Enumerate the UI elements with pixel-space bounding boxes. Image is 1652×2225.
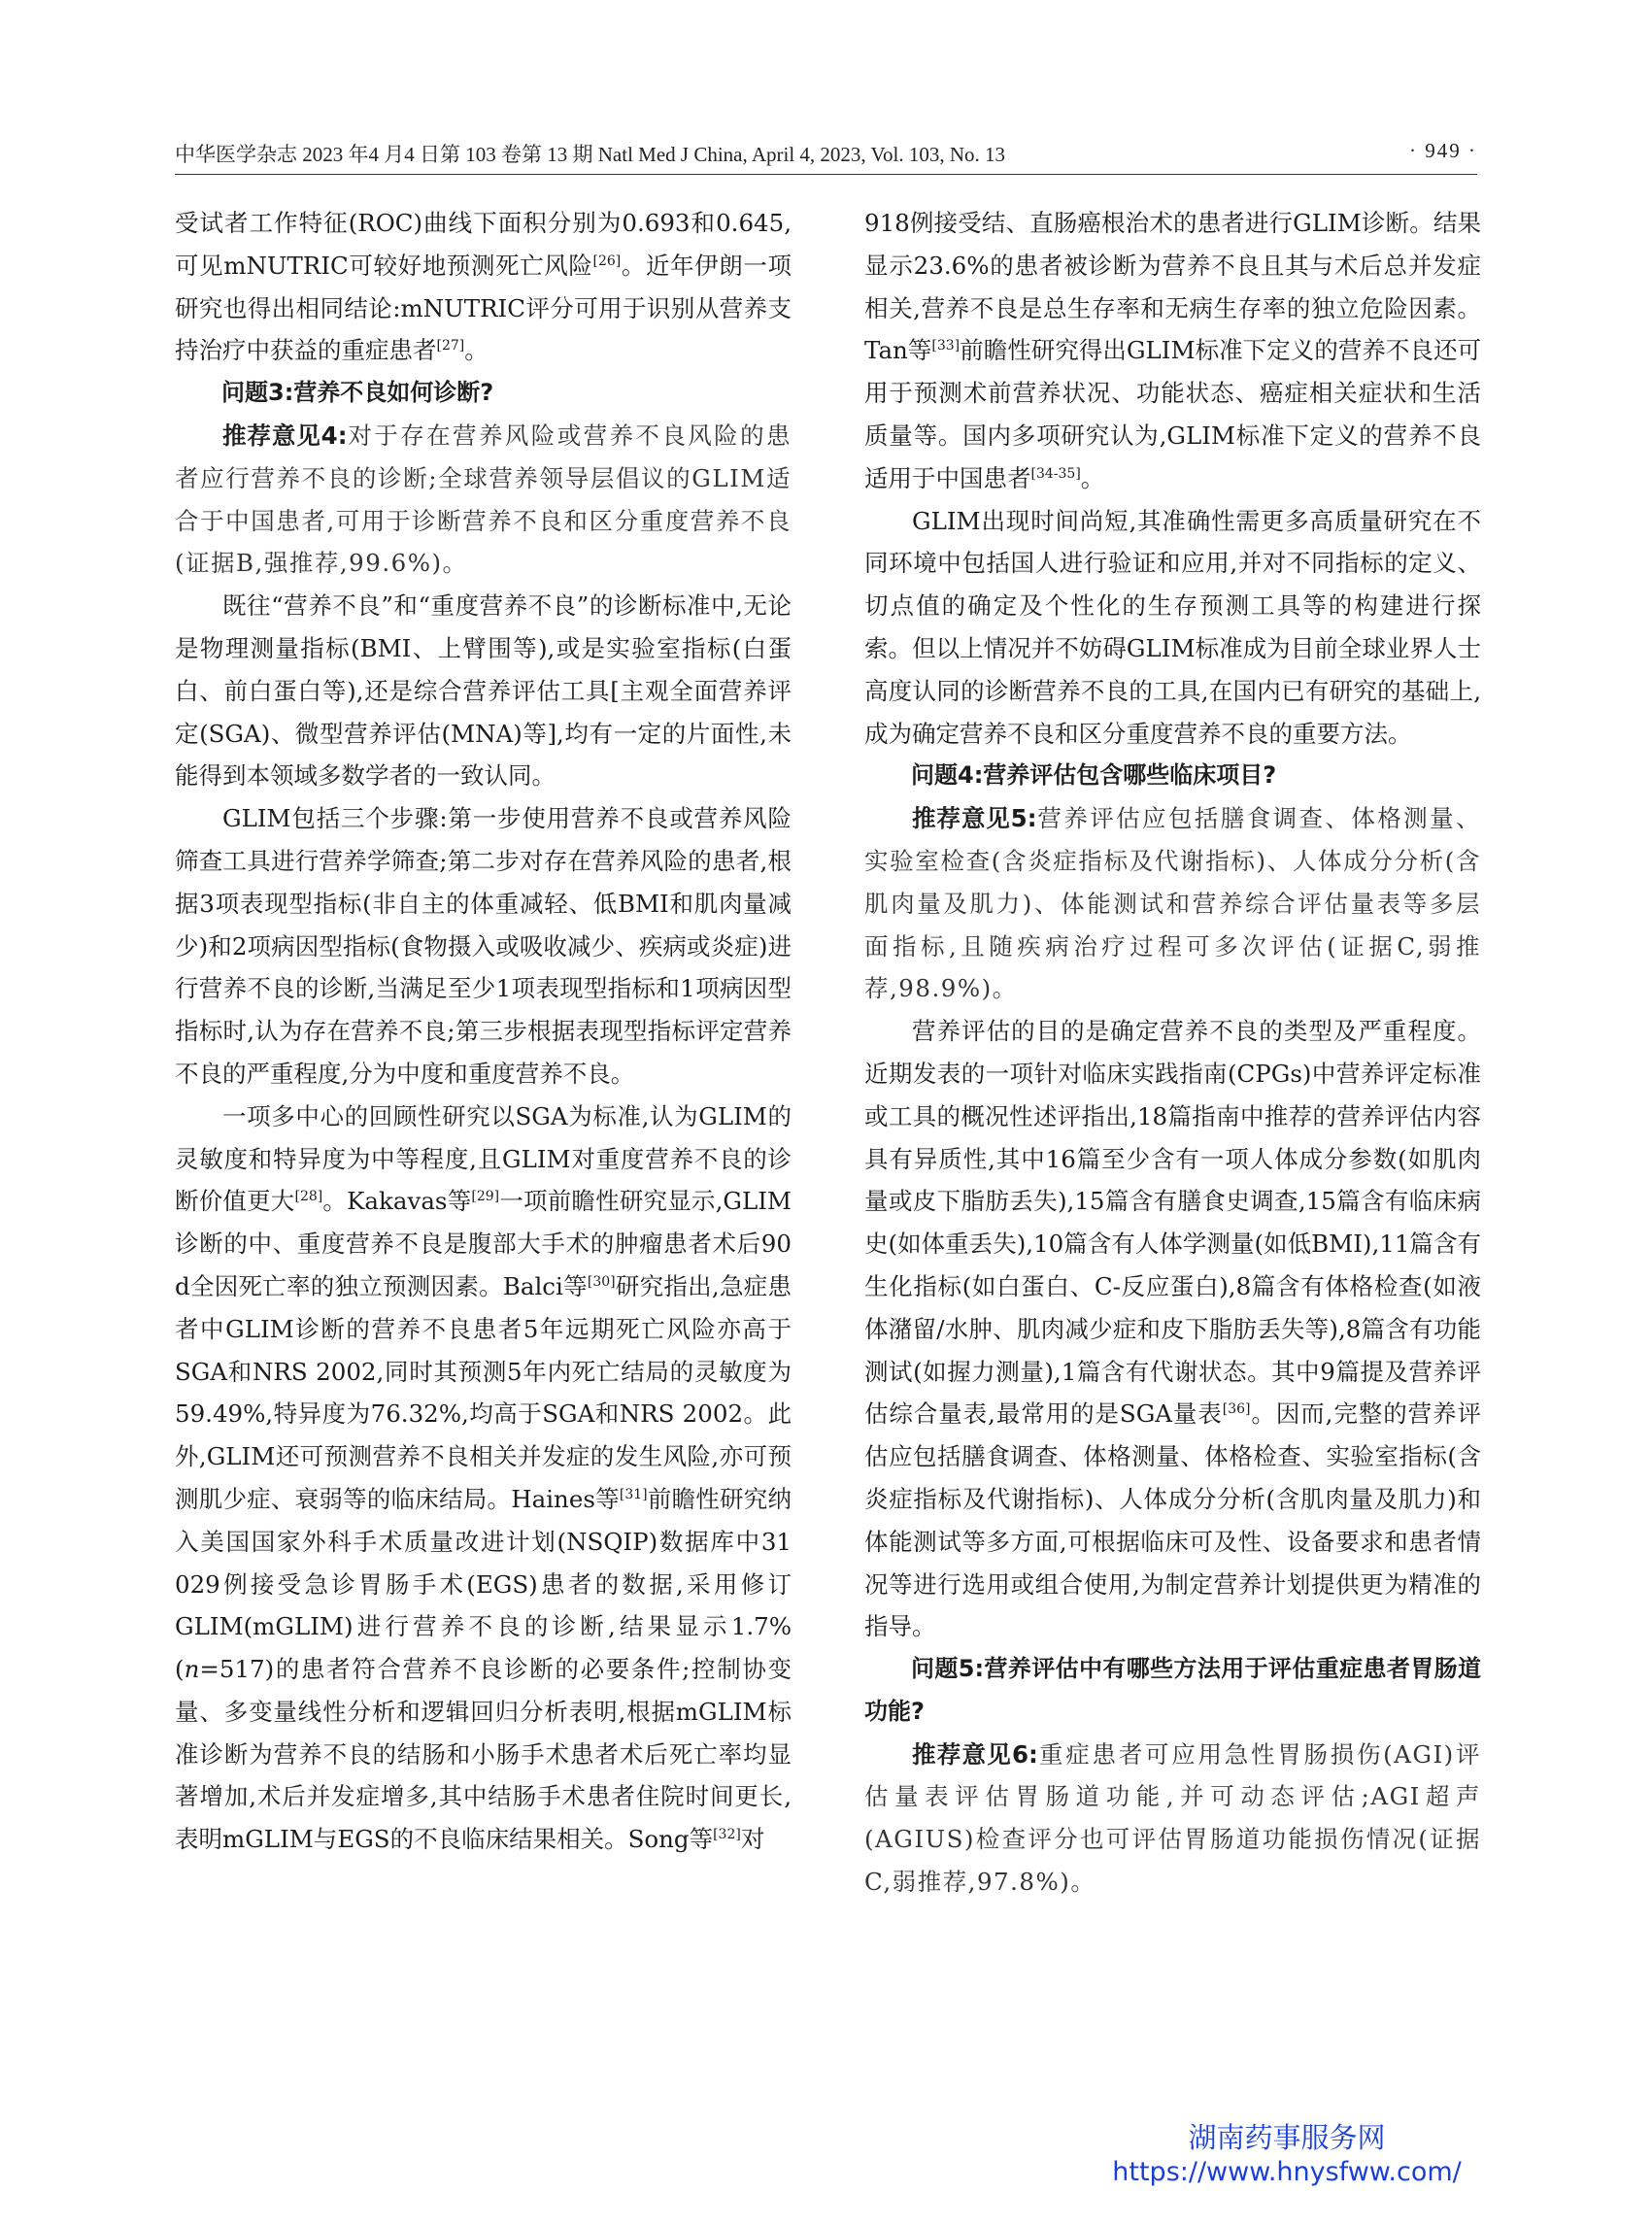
citation-ref[interactable]: [31] [619,1486,648,1502]
left-column [175,202,792,1861]
watermark-url[interactable]: https://www.hnysfww.com/ [1112,2157,1462,2187]
recommendation-label: 推荐意见5: [912,804,1037,833]
question-heading-5: 问题5:营养评估中有哪些方法用于评估重症患者胃肠道功能? [864,1655,1481,1725]
question-heading-3: 问题3:营养不良如何诊断? [221,379,494,407]
citation-ref[interactable]: [33] [931,338,961,354]
paragraph: 既往“营养不良”和“重度营养不良”的诊断标准中,无论是物理测量指标(BMI、上臂围等),或是实验室指标(白蛋白、前白蛋白等),还是综合营养评估工具[主观全面营养评定(SGA)、微型营养评估(MNA)等],均有一定的片面性,未能得到本领域多数学者的一致认同。 [175,591,792,791]
citation-ref[interactable]: [29] [471,1189,500,1205]
citation-ref[interactable]: [36] [1222,1401,1251,1418]
citation-ref[interactable]: [28] [294,1189,323,1205]
citation-ref[interactable]: [27] [436,338,465,354]
running-header [175,135,1477,175]
recommendation-label: 推荐意见4: [222,421,348,450]
paragraph: GLIM包括三个步骤:第一步使用营养不良或营养风险筛查工具进行营养学筛查;第二步对存在营养风险的患者,根据3项表现型指标(非自主的体重减轻、低BMI和肌肉量减少)和2项病因型指标(食物摄入或吸收减少、疾病或炎症)进行营养不良的诊断,当满足至少1项表现型指标和1项病因型指标时,认为存在营养不良;第三步根据表现型指标评定营养不良的严重程度,分为中度和重度营养不良。 [175,804,792,1088]
paragraph-continued: 918例接受结、直肠癌根治术的患者进行GLIM诊断。结果显示23.6%的患者被诊断为营养不良且其与术后总并发症相关,营养不良是总生存率和无病生存率的独立危险因素。Tan等[33]前瞻性研究得出GLIM标准下定义的营养不良还可用于预测术前营养状况、功能状态、癌症相关症状和生活质量等。国内多项研究认为,GLIM标准下定义的营养不良适用于中国患者[34-35]。 [864,209,1481,492]
recommendation-4: 推荐意见4:对于存在营养风险或营养不良风险的患者应行营养不良的诊断;全球营养领导层倡议的GLIM适合于中国患者,可用于诊断营养不良和区分重度营养不良(证据B,强推荐,99.6%)。 [175,421,792,578]
paragraph: 营养评估的目的是确定营养不良的类型及严重程度。近期发表的一项针对临床实践指南(CPGs)中营养评定标准或工具的概况性述评指出,18篇指南中推荐的营养评估内容具有异质性,其中16篇至少含有一项人体成分参数(如肌肉量或皮下脂肪丢失),15篇含有膳食史调查,15篇含有临床病史(如体重丢失),10篇含有人体学测量(如低BMI),11篇含有生化指标(如白蛋白、C-反应蛋白),8篇含有体格检查(如液体潴留/水肿、肌肉减少症和皮下脂肪丢失等),8篇含有功能测试(如握力测量),1篇含有代谢状态。其中9篇提及营养评估综合量表,最常用的是SGA量表[36]。因而,完整的营养评估应包括膳食调查、体格测量、体格检查、实验室指标(含炎症指标及代谢指标)、人体成分分析(含肌肉量及肌力)和体能测试等多方面,可根据临床可及性、设备要求和患者情况等进行选用或组合使用,为制定营养计划提供更为精准的指导。 [864,1017,1481,1641]
paragraph: 一项多中心的回顾性研究以SGA为标准,认为GLIM的灵敏度和特异度为中等程度,且GLIM对重度营养不良的诊断价值更大[28]。Kakavas等[29]一项前瞻性研究显示,GLIM诊断的中、重度营养不良是腹部大手术的肿瘤患者术后90 d全因死亡率的独立预测因素。Balci等[30]研究指出,急症患者中GLIM诊断的营养不良患者5年远期死亡风险亦高于SGA和NRS 2002,同时其预测5年内死亡结局的灵敏度为59.49%,特异度为76.32%,均高于SGA和NRS 2002。此外,GLIM还可预测营养不良相关并发症的发生风险,亦可预测肌少症、衰弱等的临床结局。Haines等[31]前瞻性研究纳入美国国家外科手术质量改进计划(NSQIP)数据库中31 029例接受急诊胃肠手术(EGS)患者的数据,采用修订GLIM(mGLIM)进行营养不良的诊断,结果显示1.7%(n=517)的患者符合营养不良诊断的必要条件;控制协变量、多变量线性分析和逻辑回归分析表明,根据mGLIM标准诊断为营养不良的结肠和小肠手术患者术后死亡率均显著增加,术后并发症增多,其中结肠手术患者住院时间更长,表明mGLIM与EGS的不良临床结果相关。Song等[32]对 [175,1101,792,1854]
citation-ref[interactable]: [26] [592,253,622,269]
journal-citation: 中华医学杂志 2023 年4 月4 日第 103 卷第 13 期 Natl Med J China, April 4, 2023, Vol. 103, No. 13 [175,143,1005,166]
recommendation-label: 推荐意见6: [912,1739,1038,1769]
right-column [864,202,1481,1904]
recommendation-6: 推荐意见6:重症患者可应用急性胃肠损伤(AGI)评估量表评估胃肠道功能,并可动态评估;AGI超声(AGIUS)检查评分也可评估胃肠道功能损伤情况(证据C,弱推荐,97.8%)。 [864,1739,1481,1897]
site-watermark [1097,2120,1476,2190]
paragraph-continued: 受试者工作特征(ROC)曲线下面积分别为0.693和0.645,可见mNUTRIC可较好地预测死亡风险[26]。近年伊朗一项研究也得出相同结论:mNUTRIC评分可用于识别从营养支持治疗中获益的重症患者[27]。 [175,209,792,365]
page-number: · 949 · [1409,139,1477,162]
citation-ref[interactable]: [32] [713,1827,741,1843]
watermark-site-name: 湖南药事服务网 [1188,2121,1386,2154]
question-heading-4: 问题4:营养评估包含哪些临床项目? [911,761,1277,790]
citation-ref[interactable]: [34-35] [1030,465,1081,482]
paragraph: GLIM出现时间尚短,其准确性需更多高质量研究在不同环境中包括国人进行验证和应用,并对不同指标的定义、切点值的确定及个性化的生存预测工具等的构建进行探索。但以上情况并不妨碍GLIM标准成为目前全球业界人士高度认同的诊断营养不良的工具,在国内已有研究的基础上,成为确定营养不良和区分重度营养不良的重要方法。 [864,506,1481,748]
recommendation-5: 推荐意见5:营养评估应包括膳食调查、体格测量、实验室检查(含炎症指标及代谢指标)、人体成分分析(含肌肉量及肌力)、体能测试和营养综合评估量表等多层面指标,且随疾病治疗过程可多次评估(证据C,弱推荐,98.9%)。 [864,804,1481,1003]
citation-ref[interactable]: [30] [587,1273,616,1290]
